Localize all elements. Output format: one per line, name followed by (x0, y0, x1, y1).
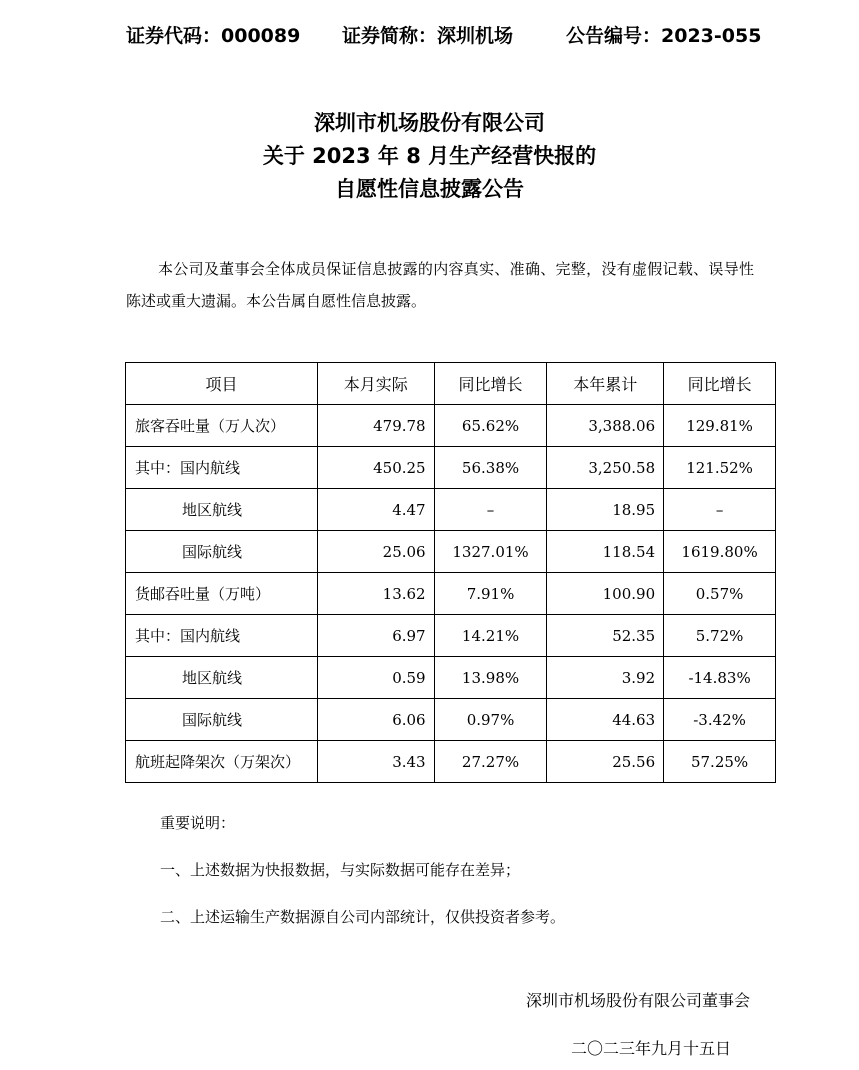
cell-ytd-yoy: – (664, 489, 776, 531)
signature-organization: 深圳市机场股份有限公司董事会 (525, 991, 750, 1010)
table-row (126, 573, 776, 615)
cell-month-yoy: 0.97% (434, 699, 547, 741)
note-item: 二、上述运输生产数据源自公司内部统计，仅供投资者参考。 (160, 908, 566, 926)
cell-month: 479.78 (317, 405, 434, 447)
cell-ytd: 18.95 (547, 489, 664, 531)
important-notes (160, 800, 760, 941)
header-month-actual: 本月实际 (317, 363, 434, 405)
stock-code: 证券代码：000089 (126, 25, 301, 47)
row-label: 货邮吞吐量（万吨） (126, 573, 318, 615)
notice-number: 公告编号：2023-055 (566, 25, 762, 47)
table-row (126, 741, 776, 783)
row-label: 国际航线 (126, 531, 318, 573)
cell-ytd-yoy: -3.42% (664, 699, 776, 741)
notes-heading: 重要说明： (160, 814, 236, 832)
table-row (126, 447, 776, 489)
document-header (126, 22, 766, 50)
cell-month-yoy: 65.62% (434, 405, 547, 447)
cell-ytd: 3,388.06 (547, 405, 664, 447)
cell-month: 13.62 (317, 573, 434, 615)
row-label: 地区航线 (126, 657, 318, 699)
note-item: 一、上述数据为快报数据，与实际数据可能存在差异； (160, 861, 521, 879)
cell-ytd-yoy: 121.52% (664, 447, 776, 489)
table-row (126, 405, 776, 447)
row-label: 其中：国内航线 (126, 615, 318, 657)
table-header-row (126, 363, 776, 405)
cell-ytd: 3.92 (547, 657, 664, 699)
cell-ytd-yoy: 1619.80% (664, 531, 776, 573)
signature-date: 二〇二三年九月十五日 (570, 1039, 731, 1058)
cell-month: 0.59 (317, 657, 434, 699)
header-month-yoy: 同比增长 (434, 363, 547, 405)
title-line-3: 自愿性信息披露公告 (335, 177, 524, 201)
cell-month: 6.06 (317, 699, 434, 741)
cell-month-yoy: 7.91% (434, 573, 547, 615)
cell-ytd-yoy: 57.25% (664, 741, 776, 783)
row-label: 其中：国内航线 (126, 447, 318, 489)
title-line-2: 关于 2023 年 8 月生产经营快报的 (262, 144, 597, 168)
cell-month: 25.06 (317, 531, 434, 573)
stock-abbreviation: 证券简称：深圳机场 (342, 25, 514, 47)
cell-ytd-yoy: 0.57% (664, 573, 776, 615)
cell-month: 3.43 (317, 741, 434, 783)
table-row (126, 489, 776, 531)
row-label: 航班起降架次（万架次） (126, 741, 318, 783)
cell-ytd: 100.90 (547, 573, 664, 615)
cell-month-yoy: 56.38% (434, 447, 547, 489)
row-label: 地区航线 (126, 489, 318, 531)
cell-ytd-yoy: 5.72% (664, 615, 776, 657)
table-row (126, 699, 776, 741)
header-ytd-yoy: 同比增长 (664, 363, 776, 405)
cell-ytd: 3,250.58 (547, 447, 664, 489)
cell-ytd-yoy: 129.81% (664, 405, 776, 447)
cell-ytd: 118.54 (547, 531, 664, 573)
announcement-title (0, 107, 859, 206)
table-row (126, 531, 776, 573)
header-ytd: 本年累计 (547, 363, 664, 405)
production-data-table (125, 362, 776, 783)
cell-month-yoy: 14.21% (434, 615, 547, 657)
title-line-1: 深圳市机场股份有限公司 (314, 111, 545, 135)
cell-month-yoy: 1327.01% (434, 531, 547, 573)
cell-month: 4.47 (317, 489, 434, 531)
cell-month: 6.97 (317, 615, 434, 657)
row-label: 旅客吞吐量（万人次） (126, 405, 318, 447)
table-row (126, 615, 776, 657)
cell-ytd: 44.63 (547, 699, 664, 741)
row-label: 国际航线 (126, 699, 318, 741)
intro-paragraph: 本公司及董事会全体成员保证信息披露的内容真实、准确、完整，没有虚假记载、误导性陈述或重大遗漏。本公告属自愿性信息披露。 (126, 260, 754, 310)
cell-month-yoy: 13.98% (434, 657, 547, 699)
cell-month: 450.25 (317, 447, 434, 489)
cell-ytd: 25.56 (547, 741, 664, 783)
cell-ytd-yoy: -14.83% (664, 657, 776, 699)
cell-month-yoy: – (434, 489, 547, 531)
cell-ytd: 52.35 (547, 615, 664, 657)
cell-month-yoy: 27.27% (434, 741, 547, 783)
table-row (126, 657, 776, 699)
header-item: 项目 (126, 363, 318, 405)
